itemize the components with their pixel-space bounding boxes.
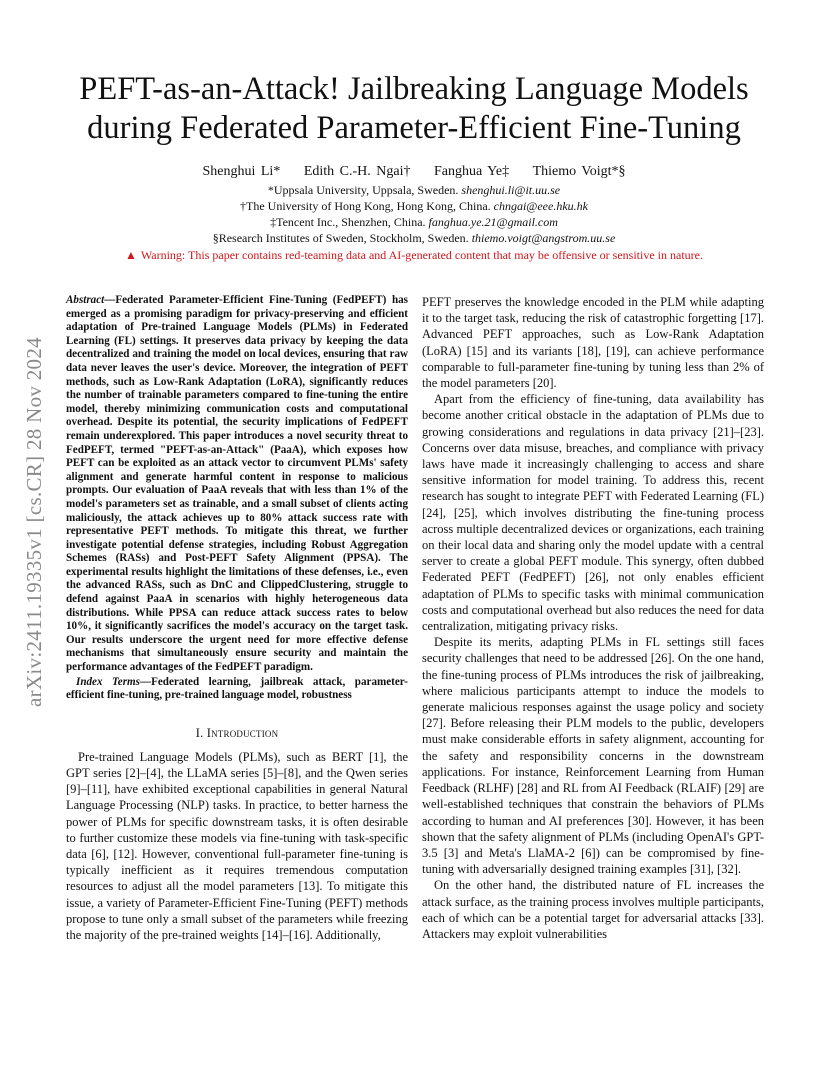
section-title: Introduction xyxy=(206,725,279,740)
paragraph: Pre-trained Language Models (PLMs), such as BERT [1], the GPT series [2]–[4], the LLaMA series [5]–[8], and the Qwen series [9]–[11], have exhibited exceptional capabilities in general Natural Language Processing (NLP) tasks. In practice, to better harness the power of PLMs for specific downstream tasks, it is often desirable to further customize these models via fine-tuning with task-specific data [6], [12]. However, conventional full-parameter fine-tuning is typically inefficient as it requires tremendous computation resources to adjust all the model parameters [13]. To mitigate this issue, a variety of Parameter-Efficient Fine-Tuning (PEFT) methods propose to tune only a small subset of the parameters while freezing the majority of the pre-trained weights [14]–[16]. Additionally, xyxy=(66,749,408,943)
affiliation-text: §Research Institutes of Sweden, Stockholm, Sweden. xyxy=(212,231,472,245)
affiliation-email: chngai@eee.hku.hk xyxy=(493,199,588,213)
index-terms xyxy=(66,676,408,703)
affiliation xyxy=(60,183,768,198)
abstract-label: Abstract xyxy=(66,294,105,306)
paper-title: PEFT-as-an-Attack! Jailbreaking Language Models during Federated Parameter-Efficient Fine-Tuning xyxy=(79,71,749,146)
right-column xyxy=(422,294,764,942)
section-heading xyxy=(66,725,408,741)
author: Thiemo Voigt*§ xyxy=(532,164,626,179)
index-terms-label: Index Terms xyxy=(76,675,140,688)
author: Fanghua Ye‡ xyxy=(433,164,510,179)
author: Shenghui Li* xyxy=(202,164,281,179)
warning-icon: ▲ xyxy=(125,248,137,262)
left-column xyxy=(66,294,408,943)
content-warning xyxy=(60,248,768,263)
abstract-text: —Federated Parameter-Efficient Fine-Tuning (FedPEFT) has emerged as a promising paradigm for privacy-preserving and efficient adaptation of Pre-trained Language Models (PLMs) in Federated Learning (FL) settings. It preserves data privacy by keeping the data decentralized and training the model on local devices, ensuring that raw data never leaves the user's device. Moreover, the integration of PEFT methods, such as Low-Rank Adaptation (LoRA), significantly reduces the number of trainable parameters compared to fine-tuning the entire model, thereby minimizing communication costs and computational overhead. Despite its potential, the security implications of FedPEFT remain underexplored. This paper introduces a novel security threat to FedPEFT, termed "PEFT-as-an-Attack" (PaaA), which exposes how PEFT can be exploited as an attack vector to circumvent PLMs' safety alignment and generate harmful content in response to malicious prompts. Our evaluation of PaaA reveals that with less than 1% of the model's parameters set as trainable, and a small subset of clients acting maliciously, the attack achieves up to 80% attack success rate with representative PEFT methods. To mitigate this threat, we further investigate potential defense strategies, including Robust Aggregation Schemes (RASs) and Post-PEFT Safety Alignment (PPSA). The experimental results highlight the limitations of these defenses, i.e., even the advanced RASs, such as DnC and ClippedClustering, struggle to defend against PaaA in scenarios with highly heterogeneous data distributions. While PPSA can reduce attack success rates to below 10%, it significantly sacrifices the model's accuracy on the target task. Our results underscore the urgent need for more effective defense mechanisms that simultaneously ensure security and maintain the performance advantages of the FedPEFT paradigm. xyxy=(66,294,408,674)
affiliation-text: †The University of Hong Kong, Hong Kong, China. xyxy=(240,199,494,213)
affiliation-text: *Uppsala University, Uppsala, Sweden. xyxy=(267,183,462,197)
affiliation-email: fanghua.ye.21@gmail.com xyxy=(428,215,558,229)
affiliation-email: thiemo.voigt@angstrom.uu.se xyxy=(471,231,616,245)
paragraph: On the other hand, the distributed nature of FL increases the attack surface, as the training process involves multiple participants, each of which can be a potential target for adversarial attacks [33]. Attackers may exploit vulnerabilities xyxy=(422,878,764,941)
index-terms-text: —Federated learning, jailbreak attack, parameter-efficient fine-tuning, pre-trained language model, robustness xyxy=(66,675,408,702)
author-list xyxy=(60,164,768,180)
section-number: I. xyxy=(195,725,204,740)
warning-text: Warning: This paper contains red-teaming data and AI-generated content that may be offensive or sensitive in nature. xyxy=(140,248,703,262)
paragraph: Despite its merits, adapting PLMs in FL settings still faces security challenges that need to be addressed [26]. On the one hand, the fine-tuning process of PLMs introduces the risk of jailbreaking, where malicious participants attempt to induce the models to generate malicious responses against the usage policy and society [27]. Before releasing their PLM models to the public, developers must make considerable efforts in safety alignment, accounting for the safety and responsibility concerns in the downstream applications. For instance, Reinforcement Learning from Human Feedback (RLHF) [28] and RL from AI Feedback (RLAIF) [29] are well-established techniques that constrain the behaviors of PLMs according to human and AI preferences [30]. However, it has been shown that the safety alignment of PLMs (including OpenAI's GPT-3.5 [3] and Meta's LlaMA-2 [6]) can be compromised by fine-tuning with adversarially designed training examples [31], [32]. xyxy=(422,635,764,877)
paragraph: Apart from the efficiency of fine-tuning, data availability has become another critical obstacle in the adaptation of PLMs due to growing considerations and regulations in data privacy [21]–[23]. Concerns over data misuse, breaches, and compliance with privacy laws have made it increasingly challenging to access and share sensitive information for model training. To address this, recent research has sought to integrate PEFT with Federated Learning (FL) [24], [25], which involves distributing the fine-tuning process across multiple decentralized devices or organizations, each training on their local data and sharing only the model update with a central server to create a global PEFT module. This synergy, often dubbed Federated PEFT (FedPEFT) [26], not only enables efficient adaptation of PLMs to specific tasks with minimal communication costs and computational overhead but also reduces the need for data centralization, mitigating privacy risks. xyxy=(422,392,764,634)
affiliation xyxy=(60,231,768,246)
paragraph: PEFT preserves the knowledge encoded in the PLM while adapting it to the target task, reducing the risk of catastrophic forgetting [17]. Advanced PEFT approaches, such as Low-Rank Adaptation (LoRA) [15] and its variants [18], [19], can achieve performance comparable to full-parameter fine-tuning by tuning less than 2% of the model parameters [20]. xyxy=(422,295,764,391)
arxiv-identifier: arXiv:2411.19335v1 [cs.CR] 28 Nov 2024 xyxy=(22,337,46,707)
affiliation-text: ‡Tencent Inc., Shenzhen, China. xyxy=(270,215,429,229)
affiliation-email: shenghui.li@it.uu.se xyxy=(461,183,561,197)
affiliation xyxy=(60,199,768,214)
affiliation xyxy=(60,215,768,230)
abstract xyxy=(66,294,408,675)
author: Edith C.-H. Ngai† xyxy=(303,164,411,179)
